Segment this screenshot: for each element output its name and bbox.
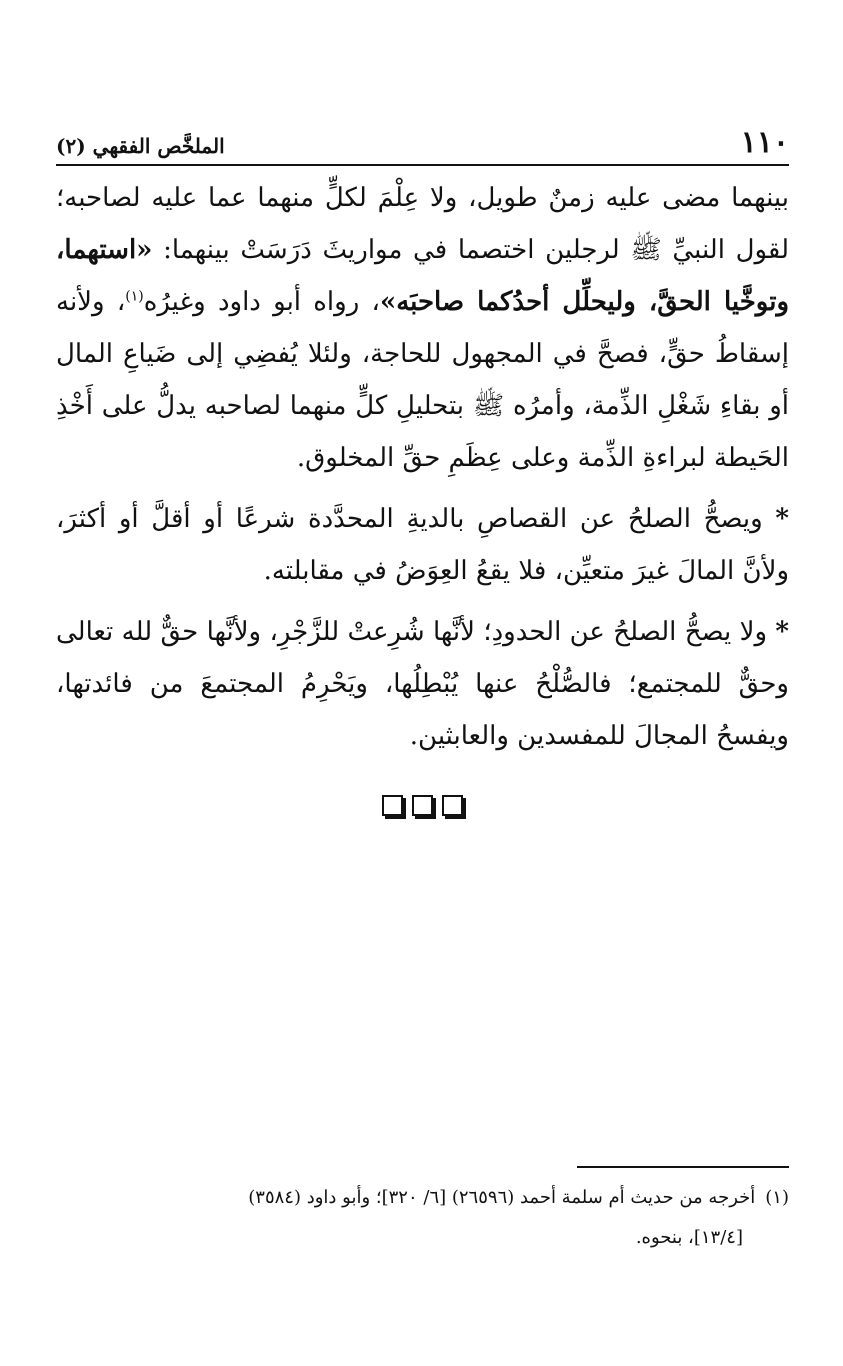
square-ornament-icon [382,795,403,816]
paragraph-text: بينهما مضى عليه زمنٌ طويل، ولا عِلْمَ لكلٍّ منهما عما عليه لصاحبه؛ لقول النبيِّ ﷺ لرجلين اختصما في مواريثَ دَرَسَتْ بينهما: [56,183,789,265]
footnote-text: أخرجه من حديث أم سلمة أحمد (٢٦٥٩٦) [٦/ ٣٢٠]؛ وأبو داود (٣٥٨٤) [248,1187,756,1208]
paragraph-text: ، ولأنه إسقاطُ حقٍّ، فصحَّ في المجهول للحاجة، ولئلا يُفضِي إلى ضَياعِ المال أو بقاءِ شَغْلِ الذِّمة، وأمرُه ﷺ بتحليلِ كلٍّ منهما لصاحبه يدلُّ على أَخْذِ الحَيطة لبراءةِ الذِّمة وعلى عِظَمِ حقِّ المخلوق. [56,287,789,473]
footnote-marker: (١) [765,1187,789,1208]
footnote-rule [577,1166,789,1168]
page-number: ١١٠ [740,125,789,160]
footnote-text: [١٣/٤]، بنحوه. [635,1227,743,1248]
book-page [56,0,789,1366]
asterisk-bullet-icon: * [775,617,789,647]
footnotes [56,1178,789,1258]
paragraph-text: ، رواه أبو داود وغيرُه [143,287,380,317]
paragraph [56,172,789,484]
asterisk-bullet-icon: * [775,504,789,534]
paragraph [56,493,789,597]
running-title: الملخَّص الفقهي (٢) [56,134,225,158]
header-rule [56,164,789,166]
footnote-reference[interactable]: (١) [125,288,144,305]
footnote [56,1178,789,1258]
square-ornament-icon [412,795,433,816]
square-ornament-icon [442,795,463,816]
body-text [56,172,789,771]
paragraph [56,606,789,762]
hadith-quote: «استهما، وتوخَّيا الحقَّ، وليحلِّل أحدُكما صاحبَه» [56,235,790,317]
paragraph-text: ويصحُّ الصلحُ عن القصاصِ بالديةِ المحدَّدة شرعًا أو أقلَّ أو أكثرَ، ولأنَّ المالَ غيرَ متعيِّن، فلا يقعُ العِوَضُ في مقابلته. [56,504,789,586]
page-header [56,118,789,158]
paragraph-text: ولا يصحُّ الصلحُ عن الحدودِ؛ لأنَّها شُرِعتْ للزَّجْرِ، ولأنَّها حقٌّ لله تعالى وحقٌّ للمجتمع؛ فالصُّلْحُ عنها يُبْطِلُها، ويَحْرِمُ المجتمعَ من فائدتها، ويفسحُ المجالَ للمفسدين والعابثين. [56,617,789,751]
section-separator [56,795,789,816]
